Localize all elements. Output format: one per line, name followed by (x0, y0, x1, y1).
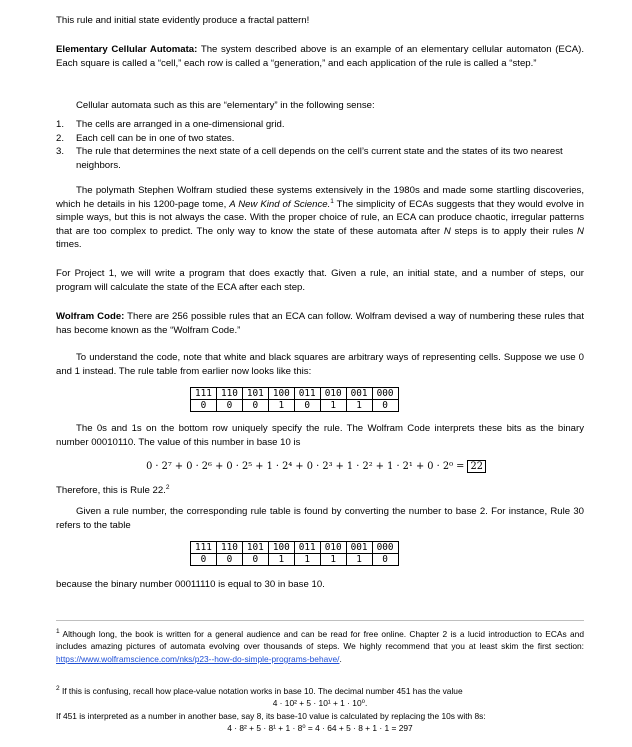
wolfram-code-heading: Wolfram Code: (56, 311, 125, 322)
footnote-1: $^1$ Although long, the book is written for a general audience and can be read for free online. Chapter 2 is a lucid introduction to ECAs and includes amazing pictures of automata evolving over thousands of steps. We highly recommend that you at least skim the first section: https://www.wolframscience.com/nks/p23--how-do-simple-programs-behave/. (56, 628, 584, 664)
bits-paragraph: The 0s and 1s on the bottom row uniquely specify the rule. The Wolfram Code interprets these bits as the binary number 00010110. The value of this number in base 10 is (56, 423, 584, 448)
rule-table-22 (190, 387, 399, 412)
wolfram-code-paragraph: Wolfram Code: There are 256 possible rules that an ECA can follow. Wolfram devised a way of numbering these rules that has become known as the “Wolfram Code.” (56, 311, 584, 336)
equation-result-box: 22 (467, 460, 485, 473)
footnote-equation-1: 4 · 10² + 5 · 10¹ + 1 · 10⁰. (272, 698, 368, 709)
given-paragraph: Given a rule number, the corresponding rule table is found by converting the number to base 2. For instance, Rule 30 refers to the table (56, 506, 584, 531)
eca-paragraph (56, 43, 584, 70)
book-title: A New Kind of Science. (229, 198, 331, 210)
list-item: 3. The rule that determines the next state of a cell depends on the cell’s current state and the states of its two nearest neighbors. (56, 146, 563, 171)
intro-text: This rule and initial state evidently produce a fractal pattern! (56, 15, 310, 26)
footnote-ref-2[interactable]: 2 (165, 483, 170, 491)
base10-equation: 0 · 2⁷ + 0 · 2⁶ + 0 · 2⁵ + 1 · 2⁴ + 0 · 2³ + 1 · 2² + 1 · 2¹ + 0 · 2⁰ = 22 (0, 460, 632, 474)
wolfram-paragraph: The polymath Stephen Wolfram studied these systems extensively in the 1980s and made some startling discoveries, which he details in his 1200-page tome, A New Kind of Science.$^1$ The simplicity of ECAs suggests that they would evolve in simple ways, but this is not always the case. With the proper choice of rule, an ECA can produce chaotic, irregular patterns that are too complex to predict. The only way to know the state of these automata after N steps is to apply their rules N times. (56, 185, 584, 251)
table-row: 111 110 101 100 011 010 001 000 (191, 388, 399, 400)
eca-heading: Elementary Cellular Automata: (56, 44, 198, 55)
footnote-2: $^2$ If this is confusing, recall how place-value notation works in base 10. The decimal number 451 has the value 4 · 10² + 5 · 10¹ + 1 · 10⁰. If 451 is interpreted as a number in another base, say 8, its base-10 value is calculated by replacing the 10s with 8s: 4 · 8² + 5 · 8¹ + 1 · 8⁰ = 4 · 64 + 5 · 8 + 1 · 1 = 297 (56, 685, 584, 735)
because-text: because the binary number 00011110 is equal to 30 in base 10. (56, 579, 325, 590)
therefore-text: Therefore, this is Rule 22.$^2$ (56, 483, 170, 496)
list-item: 1. The cells are arranged in a one-dimensional grid. (56, 119, 285, 130)
footnote-divider (56, 620, 584, 621)
eca-text: The system described above is an example of an elementary cellular automaton (ECA). Each square is called a “cell,” each row is called a “generation,” and each application of the rule is called a “step.” (56, 44, 585, 69)
understand-paragraph: To understand the code, note that white and black squares are arbitrary ways of representing cells. Suppose we use 0 and 1 instead. The rule table from earlier now looks like this: (56, 352, 584, 377)
list-item: 2. Each cell can be in one of two states. (56, 132, 235, 144)
footnote-equation-2: 4 · 8² + 5 · 8¹ + 1 · 8⁰ = 4 · 64 + 5 · 8 + 1 · 1 = 297 (227, 723, 413, 734)
table-row: 111 110 101 100 011 010 001 000 (191, 542, 399, 554)
project-paragraph: For Project 1, we will write a program that does exactly that. Given a rule, an initial state, and a number of steps, our program will calculate the state of the ECA after each step. (56, 268, 584, 293)
rule-table-30 (190, 541, 399, 566)
eca-list (56, 118, 584, 172)
wolfram-science-link[interactable]: https://www.wolframscience.com/nks/p23--how-do-simple-programs-behave/ (56, 653, 340, 664)
table-row: 0 0 0 1 1 1 1 0 (191, 554, 399, 566)
table-row: 0 0 0 1 0 1 1 0 (191, 400, 399, 412)
footnote-ref-1[interactable]: 1 (330, 197, 334, 205)
eca-lead: Cellular automata such as this are “elementary” in the following sense: (76, 100, 375, 111)
